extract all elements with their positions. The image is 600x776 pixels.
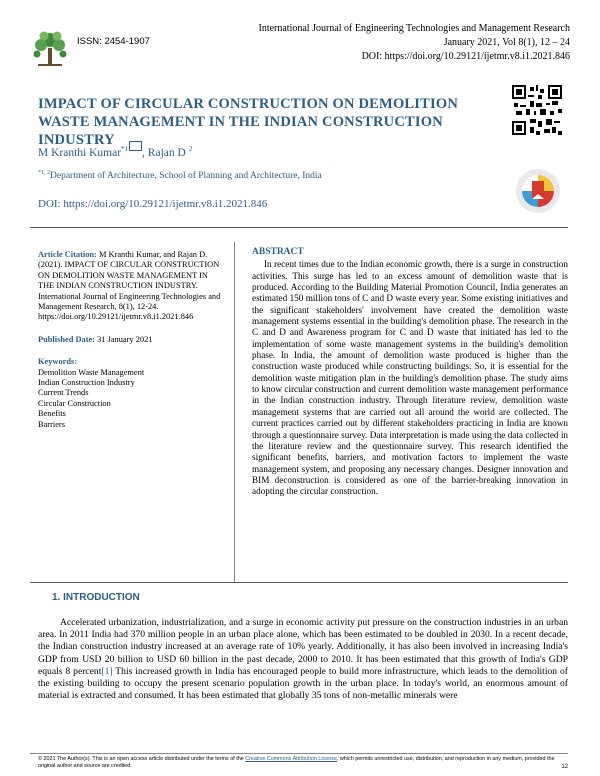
article-sidebar (38, 250, 226, 442)
license-link[interactable]: Creative Commons Attribution License (245, 756, 337, 762)
article-doi[interactable]: DOI: https://doi.org/10.29121/ijetmr.v8.i1.2021.846 (38, 198, 268, 210)
author-line (38, 145, 192, 159)
citation-label: Article Citation: (38, 250, 97, 259)
journal-name: International Journal of Engineering Technologies and Management Research (258, 23, 570, 34)
journal-logo-icon (30, 28, 70, 70)
qr-code-icon (512, 85, 562, 135)
license-footer (38, 756, 568, 770)
article-title: IMPACT OF CIRCULAR CONSTRUCTION ON DEMOLITION WASTE MANAGEMENT IN THE INDIAN CONSTRUCTION INDUSTRY (38, 96, 458, 148)
journal-issue: January 2021, Vol 8(1), 12 – 24 (443, 37, 570, 48)
author-1[interactable]: M Kranthi Kumar (38, 146, 122, 159)
email-icon[interactable] (129, 141, 142, 151)
published-value: 31 January 2021 (97, 334, 153, 344)
issn-label: ISSN: 2454-1907 (77, 36, 150, 47)
citation-block (38, 250, 226, 323)
affiliation-text: Department of Architecture, School of Planning and Architecture, India (50, 171, 322, 182)
abstract-text: In recent times due to the Indian economic growth, there is a surge in construction activities. This surge has led to an excess amount of demolition waste that is produced. According to the Building Material Promotion Council, India generates an estimated 150 million tons of C and D waste every year. Some existing initiatives and the significant stakeholders' involvement have created the demolition waste management systems essential in the building's demolition phase. The research in the C and D and Awareness program for C and D waste that initiated has led to the implementation of some waste management systems in the building's demolition phase. In India, the amount of demolition waste produced is higher than the construction waste produced while constructing buildings. So, it is essential for the demolition waste mitigation plan in the building's demolition phase. The study aims to know circular construction and current demolition waste management performance in the Indian construction industry. Through literature review, demolition waste management systems that are carried out all around the world are collected. The current practices carried out by different stakeholders practicing in India are known through a questionnaire survey. Data interpretation is made using the data collected in the literature review and the questionnaire survey. This research identified the significant benefits, barriers, and motivation factors to implement the waste management system, and proposing any necessary changes. Designer innovation and BIM deconstruction is considered as one of the barrier-breaking innovation in adopting the circular construction. (252, 259, 568, 497)
keyword-item: Benefits (38, 409, 66, 419)
author-2-sup: 2 (188, 145, 193, 153)
keyword-item: Barriers (38, 419, 65, 429)
intro-section (38, 617, 568, 702)
keyword-item: Indian Construction Industry (38, 378, 135, 388)
author-2[interactable]: , Rajan D (142, 146, 186, 159)
column-divider (234, 242, 235, 582)
intro-heading: 1. INTRODUCTION (52, 592, 140, 603)
crossmark-icon[interactable] (515, 168, 561, 214)
divider-middle (30, 582, 568, 583)
intro-text-a: Accelerated urbanization, industrialization, and a surge in economic activity put pressure on the construction industries in an urban area. In 2011 India had 370 million people in an urban place alone, which has been estimated to be doubled in 2030. In a recent decade, the Indian construction industry increased at an average rate of 10% yearly. Additionally, it has also been involved in increasing India's GDP from USD 20 billion to USD 60 billion in the past decade, 2000 to 2010. It has been estimated that this growth of India's GDP equals 8 percent (38, 617, 568, 677)
affiliation-sup: *1, 2 (38, 170, 50, 176)
footer-text-a: © 2021 The Author(s). This is an open access article distributed under the terms of the (38, 756, 246, 762)
citation-ref-link[interactable]: [1] (101, 665, 113, 677)
intro-text-b: This increased growth in India has encouraged people to build more infrastructure, which leads to the demolition of the existing building to occupy the present scenario population growth in the urban place. In today's world, an enormous amount of material is extracted and consumed. It has been estimated that globally 35 tons of non-metallic minerals were (38, 665, 568, 702)
keyword-item: Demolition Waste Management (38, 367, 145, 377)
journal-header (150, 22, 570, 64)
divider-footer (30, 753, 568, 754)
affiliation (38, 170, 322, 181)
author-1-sup: *1 (121, 145, 129, 153)
abstract-section (252, 247, 568, 498)
keyword-item: Circular Construction (38, 398, 111, 408)
divider-top (30, 227, 568, 228)
keywords-block (38, 357, 226, 430)
page-number: 12 (561, 764, 568, 770)
abstract-heading: ABSTRACT (252, 247, 304, 257)
published-block (38, 335, 226, 345)
keywords-label: Keywords: (38, 357, 78, 367)
intro-paragraph (38, 617, 568, 702)
header-doi[interactable]: DOI: https://doi.org/10.29121/ijetmr.v8.i1.2021.846 (361, 51, 570, 62)
footer-text-b: , which permits unrestricted use, distribution, and reproduction in any medium, provided the original author and source are credited. (38, 756, 555, 769)
keyword-item: Current Trends (38, 388, 89, 398)
citation-text: M Kranthi Kumar, and Rajan D. (2021). IMPACT OF CIRCULAR CONSTRUCTION ON DEMOLITION WASTE MANAGEMENT IN THE INDIAN CONSTRUCTION INDUSTRY. International Journal of Engineering Technologies and Management Research, 8(1), 12-24. https://doi.org/10.29121/ijetmr.v8.i1.2021.846 (38, 250, 221, 322)
published-label: Published Date: (38, 334, 96, 344)
